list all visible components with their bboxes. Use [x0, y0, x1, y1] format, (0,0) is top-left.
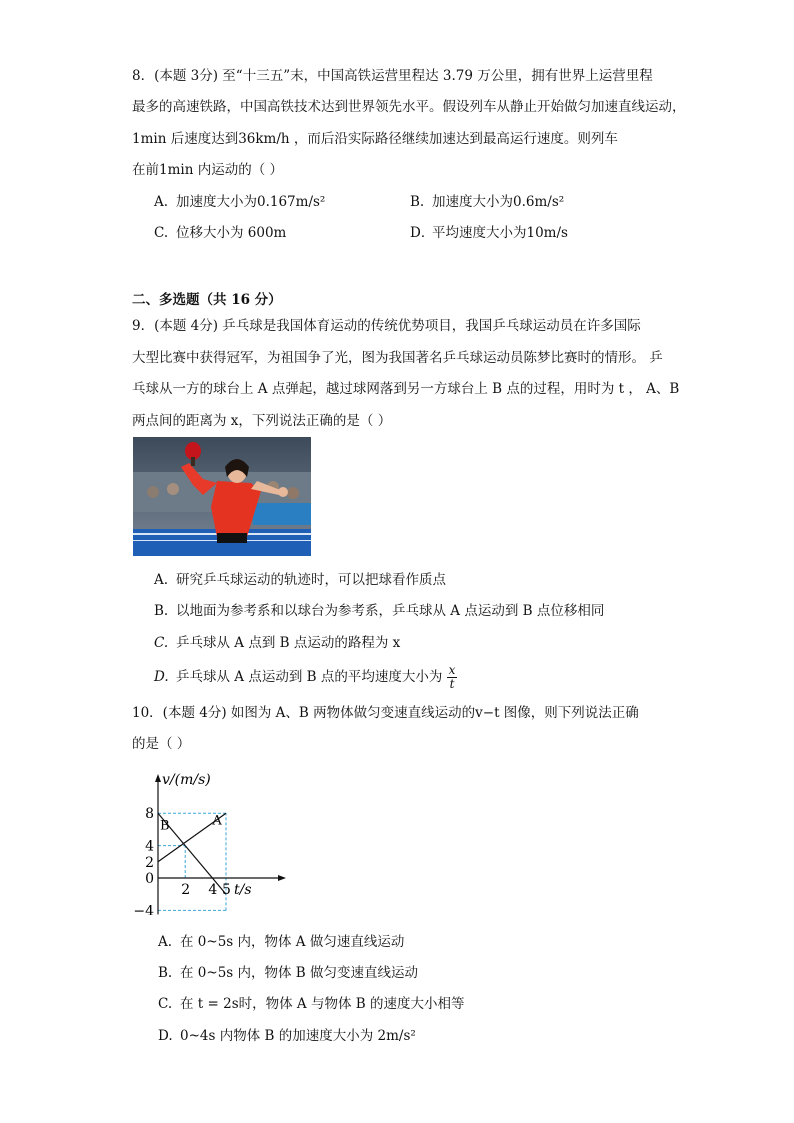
q9-stem-line-1: 9．(本题 4分) 乒乓球是我国体育运动的传统优势项目，我国乒乓球运动员在许多国际 — [132, 318, 641, 334]
q8-stem-line-3: 1min 后速度达到36km/h ，而后沿实际路径继续加速达到最高运行速度。则列车 — [132, 131, 618, 147]
x-tick-label: 4 — [208, 882, 218, 898]
y-tick-label: 2 — [145, 854, 154, 871]
q8-option-a[interactable]: A. 加速度大小为0.167m/s² — [154, 194, 326, 210]
q9-stem-line-2: 大型比赛中获得冠军，为祖国争了光，图为我国著名乒乓球运动员陈梦比赛时的情形。 乒 — [132, 350, 663, 366]
q9-option-d[interactable]: D. 乒乓球从 A 点运动到 B 点的平均速度大小为 $\frac{x}{t}$ — [154, 663, 456, 691]
x-tick-label: 5 — [222, 882, 231, 898]
y-axis-arrow — [155, 774, 161, 782]
q8-option-b[interactable]: B. 加速度大小为0.6m/s² — [410, 194, 565, 210]
q10-stem-line-1: 10．(本题 4分) 如图为 A、B 两物体做匀变速直线运动的v−t 图像，则下列说法正确 — [132, 705, 639, 721]
vt-graph — [132, 770, 302, 919]
q10-stem-line-2: 的是（ ） — [132, 736, 191, 752]
q9-option-c[interactable]: C. 乒乓球从 A 点到 B 点运动的路程为 x — [154, 635, 401, 651]
q8-option-d[interactable]: D．平均速度大小为10m/s — [410, 225, 568, 241]
y-axis-label: v/(m/s) — [162, 772, 211, 788]
series-label-b: B — [160, 818, 170, 834]
x-axis-label: t/s — [234, 882, 252, 898]
q9-stem-line-3: 乓球从一方的球台上 A 点弹起，越过球网落到另一方球台上 B 点的过程，用时为 t ， A、B — [132, 381, 680, 397]
section-title: 二、多选题（共 16 分） — [132, 292, 282, 308]
y-tick-label: −4 — [133, 903, 154, 915]
x-tick-label: 2 — [181, 882, 191, 898]
q10-option-d[interactable]: D. 0~4s 内物体 B 的加速度大小为 2m/s² — [158, 1028, 416, 1044]
q9-option-a[interactable]: A. 研究乒乓球运动的轨迹时，可以把球看作质点 — [154, 572, 446, 588]
q8-stem-line-1: 8．(本题 3分) 至“十三五”末，中国高铁运营里程达 3.79 万公里，拥有世界上运营里程 — [132, 68, 653, 84]
q10-option-c[interactable]: C. 在 t = 2s时，物体 A 与物体 B 的速度大小相等 — [158, 996, 465, 1012]
q10-option-a[interactable]: A. 在 0~5s 内，物体 A 做匀速直线运动 — [158, 934, 405, 950]
y-tick-label: 0 — [145, 871, 154, 887]
q8-option-c[interactable]: C. 位移大小为 600m — [154, 225, 287, 241]
x-axis-arrow — [278, 875, 286, 881]
table-tennis-photo — [133, 437, 311, 556]
q9-option-b[interactable]: B. 以地面为参考系和以球台为参考系，乒乓球从 A 点运动到 B 点位移相同 — [154, 603, 605, 619]
average-speed-fraction: $\frac{x}{t}$ — [448, 663, 456, 691]
q10-option-b[interactable]: B. 在 0~5s 内，物体 B 做匀变速直线运动 — [158, 965, 419, 981]
vt-graph-svg — [132, 770, 302, 915]
series-label-a: A — [212, 813, 222, 829]
table-tennis-player-image — [133, 437, 311, 556]
y-tick-label: 8 — [145, 806, 154, 823]
q9-stem-line-4: 两点间的距离为 x，下列说法正确的是（ ） — [132, 413, 392, 429]
y-tick-label: 4 — [145, 838, 154, 855]
q8-stem-line-4: 在前1min 内运动的（ ） — [132, 162, 283, 178]
q8-stem-line-2: 最多的高速铁路，中国高铁技术达到世界领先水平。假设列车从静止开始做匀加速直线运动， — [132, 99, 686, 115]
